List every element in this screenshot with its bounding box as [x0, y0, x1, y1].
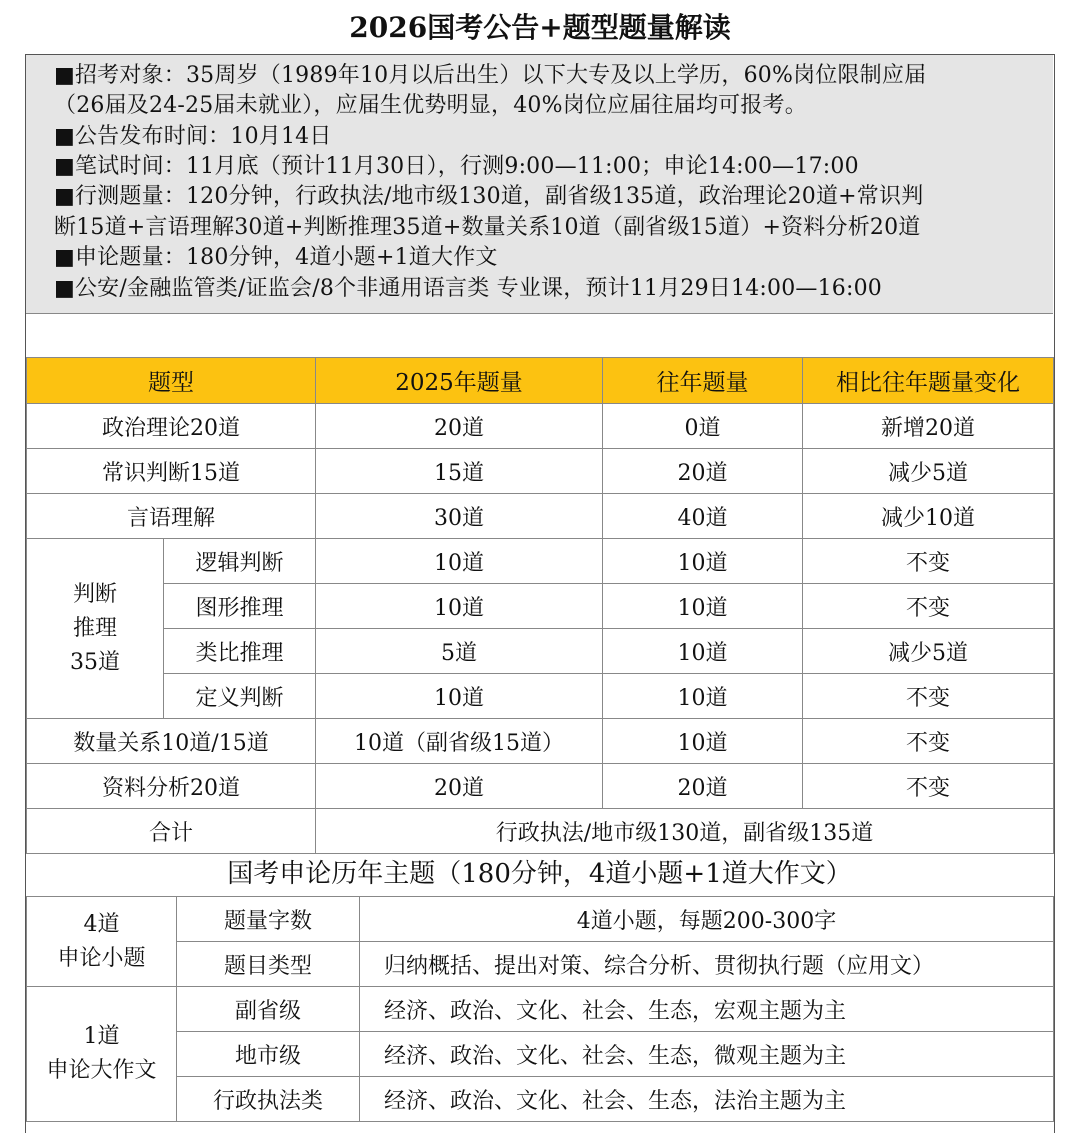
group-label-big-essay	[27, 987, 177, 1122]
cell-2025: 10道	[316, 584, 603, 629]
cell-value: 归纳概括、提出对策、综合分析、贯彻执行题（应用文）	[360, 942, 1054, 987]
cell-previous: 40道	[603, 494, 803, 539]
question-count-table	[26, 357, 1054, 854]
table-row	[27, 449, 1054, 494]
table-row	[27, 494, 1054, 539]
group-label-small-questions	[27, 897, 177, 987]
cell-key: 副省级	[177, 987, 360, 1032]
total-row	[27, 809, 1054, 854]
cell-change: 不变	[803, 539, 1054, 584]
group-label-line: 4道	[83, 911, 120, 937]
cell-subtype: 类比推理	[164, 629, 316, 674]
header-2025: 2025年题量	[316, 358, 603, 404]
table-row	[27, 629, 1054, 674]
info-line: ■招考对象：35周岁（1989年10月以后出生）以下大专及以上学历，60%岗位限制应届	[54, 63, 927, 88]
info-line: （26届及24-25届未就业），应届生优势明显，40%岗位应届往届均可报考。	[54, 93, 807, 118]
table-row	[27, 1032, 1054, 1077]
cell-change: 不变	[803, 719, 1054, 764]
cell-2025: 30道	[316, 494, 603, 539]
cell-subtype: 定义判断	[164, 674, 316, 719]
cell-previous: 10道	[603, 674, 803, 719]
cell-key: 行政执法类	[177, 1077, 360, 1122]
info-line: 断15道+言语理解30道+判断推理35道+数量关系10道（副省级15道）+资料分析20道	[54, 215, 921, 240]
cell-change: 不变	[803, 674, 1054, 719]
table-row	[27, 674, 1054, 719]
table-row	[27, 897, 1054, 942]
cell-change: 减少5道	[803, 629, 1054, 674]
cell-previous: 20道	[603, 449, 803, 494]
exam-info-panel	[26, 55, 1053, 313]
cell-change: 新增20道	[803, 404, 1054, 449]
group-label-line: 判断	[72, 581, 117, 607]
info-line: ■行测题量：120分钟，行政执法/地市级130道，副省级135道，政治理论20道+常识判	[54, 184, 924, 209]
cell-previous: 10道	[603, 539, 803, 584]
cell-key: 题量字数	[177, 897, 360, 942]
cell-value: 经济、政治、文化、社会、生态，微观主题为主	[360, 1032, 1054, 1077]
cell-type: 数量关系10道/15道	[27, 719, 316, 764]
cell-previous: 20道	[603, 764, 803, 809]
group-label-line: 35道	[70, 649, 120, 675]
table-row	[27, 764, 1054, 809]
table-row	[27, 719, 1054, 764]
cell-type: 资料分析20道	[27, 764, 316, 809]
cell-change: 减少5道	[803, 449, 1054, 494]
info-line: ■申论题量：180分钟，4道小题+1道大作文	[54, 245, 498, 270]
cell-2025: 20道	[316, 404, 603, 449]
cell-previous: 10道	[603, 719, 803, 764]
group-label-line: 申论大作文	[46, 1058, 157, 1083]
table-row	[27, 987, 1054, 1032]
cell-2025: 20道	[316, 764, 603, 809]
info-line: ■公告发布时间：10月14日	[54, 124, 332, 149]
info-line: ■笔试时间：11月底（预计11月30日），行测9:00—11:00；申论14:00—17:00	[54, 154, 859, 179]
cell-2025: 5道	[316, 629, 603, 674]
cell-subtype: 图形推理	[164, 584, 316, 629]
info-line: ■公安/金融监管类/证监会/8个非通用语言类 专业课，预计11月29日14:00—16:00	[54, 276, 883, 301]
table-row	[27, 584, 1054, 629]
cell-previous: 10道	[603, 584, 803, 629]
cell-type: 政治理论20道	[27, 404, 316, 449]
essay-topics-table	[26, 896, 1054, 1122]
header-type: 题型	[27, 358, 316, 404]
header-change: 相比往年题量变化	[803, 358, 1054, 404]
cell-change: 不变	[803, 584, 1054, 629]
spacer-row	[26, 313, 1053, 359]
cell-previous: 10道	[603, 629, 803, 674]
cell-2025: 10道	[316, 674, 603, 719]
group-label-reasoning	[27, 539, 164, 719]
cell-key: 地市级	[177, 1032, 360, 1077]
cell-change: 不变	[803, 764, 1054, 809]
cell-value: 经济、政治、文化、社会、生态，法治主题为主	[360, 1077, 1054, 1122]
table-header-row	[27, 358, 1054, 404]
essay-section-title: 国考申论历年主题（180分钟，4道小题+1道大作文）	[26, 852, 1053, 897]
header-previous: 往年题量	[603, 358, 803, 404]
cell-2025: 10道（副省级15道）	[316, 719, 603, 764]
table-row	[27, 404, 1054, 449]
table-row	[27, 1077, 1054, 1122]
table-row	[27, 539, 1054, 584]
page-title: 2026国考公告+题型题量解读	[349, 11, 731, 44]
cell-value: 4道小题，每题200-300字	[360, 897, 1054, 942]
cell-2025: 10道	[316, 539, 603, 584]
cell-type: 言语理解	[27, 494, 316, 539]
cell-key: 题目类型	[177, 942, 360, 987]
total-label: 合计	[27, 809, 316, 854]
total-value: 行政执法/地市级130道，副省级135道	[316, 809, 1054, 854]
group-label-line: 推理	[72, 615, 117, 641]
group-label-line: 1道	[83, 1024, 120, 1049]
cell-value: 经济、政治、文化、社会、生态，宏观主题为主	[360, 987, 1054, 1032]
cell-type: 常识判断15道	[27, 449, 316, 494]
cell-subtype: 逻辑判断	[164, 539, 316, 584]
cell-previous: 0道	[603, 404, 803, 449]
cell-change: 减少10道	[803, 494, 1054, 539]
group-label-line: 申论小题	[57, 945, 146, 971]
cell-2025: 15道	[316, 449, 603, 494]
table-row	[27, 942, 1054, 987]
